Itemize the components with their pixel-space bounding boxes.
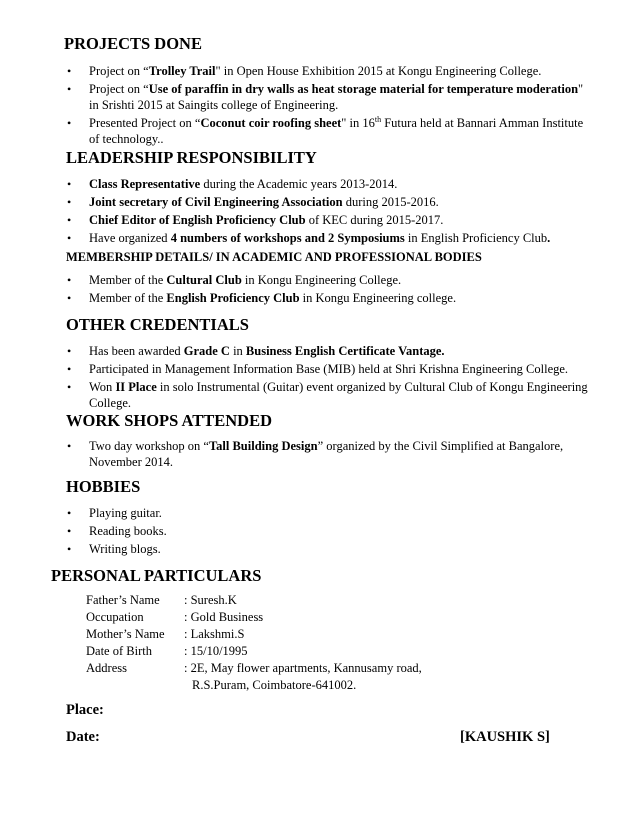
bullet-icon: • (67, 542, 72, 556)
personal-row: Father’s Name : Suresh.K (86, 593, 237, 607)
list-item: • Playing guitar. (67, 506, 162, 520)
personal-row: Mother’s Name : Lakshmi.S (86, 627, 245, 641)
list-item: • Member of the Cultural Club in Kongu Engineering College. (67, 273, 402, 287)
hobbies-list (64, 505, 594, 557)
hobbies-heading: HOBBIES (66, 477, 141, 496)
bullet-icon: • (67, 231, 72, 245)
list-item: • Reading books. (67, 524, 167, 538)
signature-name: [KAUSHIK S] (460, 729, 550, 745)
list-item: • Project on “Trolley Trail" in Open House Exhibition 2015 at Kongu Engineering College. (67, 64, 542, 78)
membership-list (64, 272, 594, 306)
personal-row: Occupation : Gold Business (86, 610, 264, 624)
bullet-icon: • (67, 291, 72, 305)
bullet-icon: • (67, 362, 72, 376)
bullet-icon: • (67, 64, 72, 78)
list-item: • Chief Editor of English Proficiency Club of KEC during 2015-2017. (67, 213, 444, 227)
list-item: • Writing blogs. (67, 542, 161, 556)
list-item: • Member of the English Proficiency Club in Kongu Engineering college. (67, 291, 457, 305)
workshops-heading: WORK SHOPS ATTENDED (66, 411, 272, 430)
list-item: • Have organized 4 numbers of workshops and 2 Symposiums in English Proficiency Club. (67, 231, 551, 245)
projects-heading: PROJECTS DONE (64, 34, 202, 53)
bullet-icon: • (67, 380, 72, 394)
bullet-icon: • (67, 195, 72, 209)
bullet-icon: • (67, 524, 72, 538)
membership-heading: MEMBERSHIP DETAILS/ IN ACADEMIC AND PROFESSIONAL BODIES (66, 250, 482, 264)
leadership-heading: LEADERSHIP RESPONSIBILITY (66, 148, 317, 167)
bullet-icon: • (67, 344, 72, 358)
bullet-icon: • (67, 439, 72, 453)
bullet-icon: • (67, 82, 72, 96)
bullet-icon: • (67, 273, 72, 287)
personal-table (86, 592, 422, 694)
bullet-icon: • (67, 116, 72, 130)
list-item: • Won II Place in solo Instrumental (Guitar) event organized by Cultural Club of Kongu Engineering College. (67, 380, 588, 410)
personal-row: R.S.Puram, Coimbatore-641002. (192, 678, 357, 692)
personal-heading: PERSONAL PARTICULARS (51, 566, 262, 585)
personal-row: Address : 2E, May flower apartments, Kannusamy road, (86, 661, 422, 675)
bullet-icon: • (67, 213, 72, 227)
leadership-list (64, 176, 594, 246)
list-item: • Presented Project on “Coconut coir roofing sheet" in 16th Futura held at Bannari Amman Institute of technology.. (67, 115, 584, 146)
list-item: • Joint secretary of Civil Engineering Association during 2015-2016. (67, 195, 439, 209)
list-item: • Two day workshop on “Tall Building Design” organized by the Civil Simplified at Bangalore, November 2014. (67, 439, 564, 469)
personal-row: Date of Birth : 15/10/1995 (86, 644, 248, 658)
date-label: Date: (66, 729, 100, 745)
bullet-icon: • (67, 506, 72, 520)
bullet-icon: • (67, 177, 72, 191)
list-item: • Participated in Management Information Base (MIB) held at Shri Krishna Engineering College. (67, 362, 569, 376)
credentials-list (64, 343, 594, 411)
list-item: • Project on “Use of paraffin in dry walls as heat storage material for temperature moderation" in Srishti 2015 at Saingits college of Engineering. (67, 82, 584, 112)
workshops-list (64, 438, 594, 470)
list-item: • Class Representative during the Academic years 2013-2014. (67, 177, 398, 191)
credentials-heading: OTHER CREDENTIALS (66, 315, 249, 334)
list-item: • Has been awarded Grade C in Business English Certificate Vantage. (67, 344, 445, 358)
place-label: Place: (66, 702, 104, 718)
projects-list (64, 63, 594, 147)
